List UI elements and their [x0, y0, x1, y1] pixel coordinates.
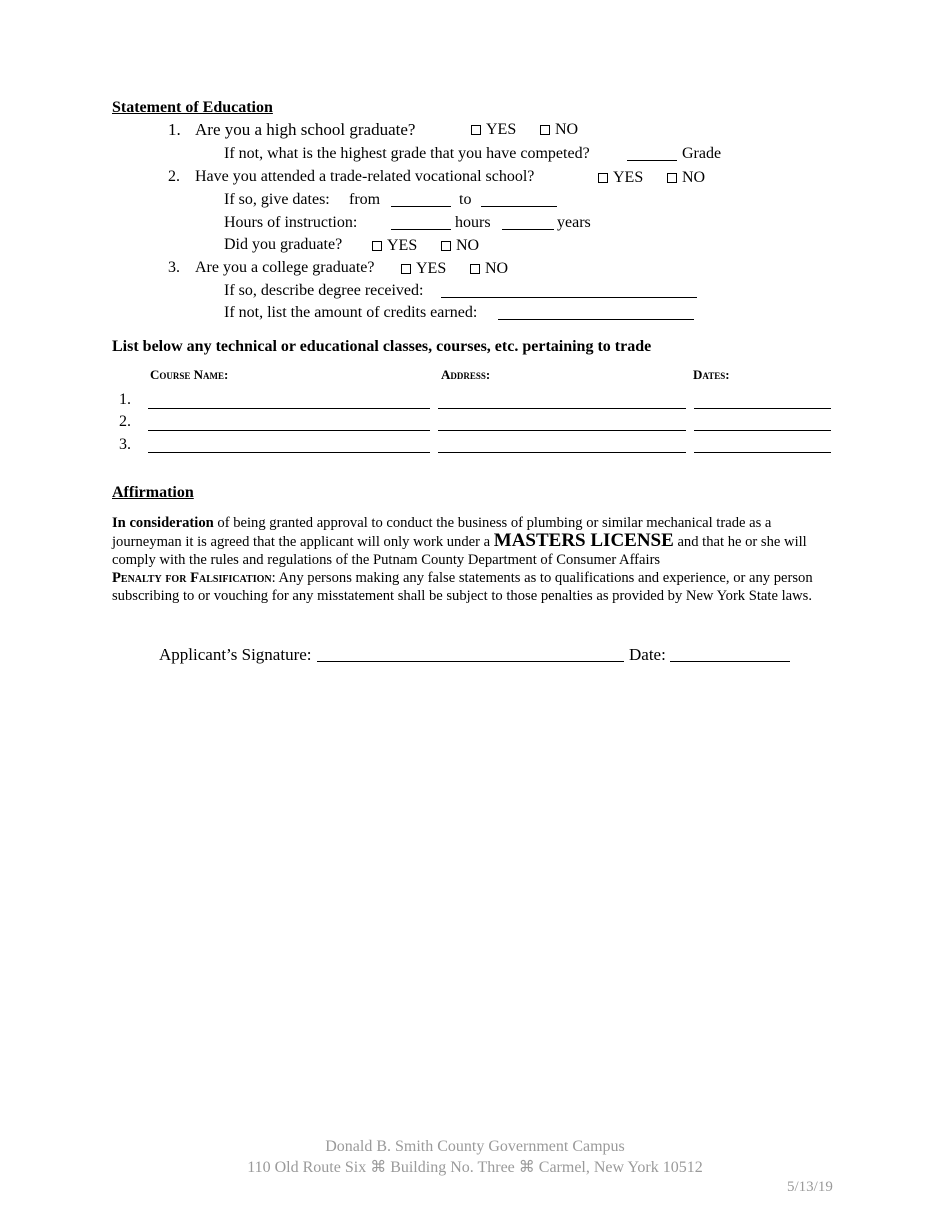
graduate-label: Did you graduate? — [224, 236, 343, 253]
col-course-name: Course Name: — [150, 367, 229, 382]
checkbox-icon — [441, 241, 451, 251]
q1-no-checkbox[interactable]: NO — [540, 121, 578, 139]
question-2-number: 2. — [168, 168, 180, 185]
years-field[interactable] — [502, 215, 554, 230]
from-label: from — [349, 191, 381, 208]
footer-address: 110 Old Route Six ⌘ Building No. Three ⌘ Carmel, New York 10512 — [247, 1159, 703, 1176]
course-row-3-address-field[interactable] — [438, 452, 686, 453]
grade-suffix: Grade — [682, 145, 722, 162]
question-1 — [168, 120, 415, 140]
footer-campus: Donald B. Smith County Government Campus — [325, 1138, 625, 1155]
penalty-label: Penalty for Falsification — [112, 570, 272, 586]
affirmation-body-1: of being granted approval to conduct the business of plumbing or similar mechanical trade as a journeyman it is agreed that the applicant will only work under a — [112, 515, 772, 550]
masters-license: MASTERS LICENSE — [493, 530, 674, 551]
years-unit: years — [557, 214, 591, 231]
affirmation-text — [112, 514, 842, 605]
grad-no-checkbox[interactable]: NO — [441, 237, 479, 255]
date-field[interactable] — [670, 647, 790, 662]
question-1-number: 1. — [168, 120, 181, 139]
course-row-1-dates-field[interactable] — [694, 408, 831, 409]
checkbox-icon — [598, 173, 608, 183]
grad-yes-checkbox[interactable]: YES — [372, 237, 417, 255]
checkbox-icon — [540, 125, 550, 135]
q2-yes-checkbox[interactable]: YES — [598, 169, 643, 187]
credits-field[interactable] — [498, 305, 694, 320]
question-2 — [168, 168, 534, 186]
grade-field[interactable] — [627, 146, 677, 161]
course-row-3-name-field[interactable] — [148, 452, 430, 453]
hours-label: Hours of instruction: — [224, 214, 358, 231]
q3-no-checkbox[interactable]: NO — [470, 260, 508, 278]
courses-heading: List below any technical or educational classes, courses, etc. pertaining to trade — [112, 338, 652, 355]
education-heading: Statement of Education — [112, 99, 273, 116]
signature-label: Applicant’s Signature: — [159, 645, 312, 664]
question-3-text: Are you a college graduate? — [195, 259, 375, 276]
course-row-2-name-field[interactable] — [148, 430, 430, 431]
question-1-text: Are you a high school graduate? — [195, 120, 416, 139]
course-row-1-number: 1. — [119, 391, 131, 408]
col-address: Address: — [441, 367, 491, 382]
question-3 — [168, 259, 374, 277]
hours-unit: hours — [455, 214, 491, 231]
penalty-text: : Any persons making any false statements as to qualifications and experience, or any person subscribing to or vouching for any misstatement shall be subject to those penalties as provided by New York State laws. — [112, 570, 813, 604]
to-label: to — [459, 191, 472, 208]
question-2-text: Have you attended a trade-related vocational school? — [195, 168, 535, 185]
course-row-1-name-field[interactable] — [148, 408, 430, 409]
dates-label: If so, give dates: — [224, 191, 330, 208]
course-row-2-number: 2. — [119, 413, 131, 430]
course-row-2-address-field[interactable] — [438, 430, 686, 431]
checkbox-icon — [401, 264, 411, 274]
from-date-field[interactable] — [391, 192, 451, 207]
q1-sub-label: If not, what is the highest grade that you have competed? — [224, 145, 590, 162]
course-row-2-dates-field[interactable] — [694, 430, 831, 431]
date-label: Date: — [629, 645, 666, 664]
degree-label: If so, describe degree received: — [224, 282, 424, 299]
affirmation-lead: In consideration — [112, 515, 214, 531]
hours-field[interactable] — [391, 215, 451, 230]
q3-yes-checkbox[interactable]: YES — [401, 260, 446, 278]
q1-yes-checkbox[interactable]: YES — [471, 121, 516, 139]
course-row-3-dates-field[interactable] — [694, 452, 831, 453]
credits-label: If not, list the amount of credits earned: — [224, 304, 478, 321]
col-dates: Dates: — [693, 367, 730, 382]
affirmation-body-2: and that he or she will comply with the rules and regulations of the Putnam County Department of Consumer Affairs — [112, 534, 807, 568]
to-date-field[interactable] — [481, 192, 557, 207]
checkbox-icon — [471, 125, 481, 135]
affirmation-heading: Affirmation — [112, 484, 194, 501]
q2-no-checkbox[interactable]: NO — [667, 169, 705, 187]
question-3-number: 3. — [168, 259, 180, 276]
degree-field[interactable] — [441, 283, 697, 298]
course-row-3-number: 3. — [119, 436, 131, 453]
course-row-1-address-field[interactable] — [438, 408, 686, 409]
checkbox-icon — [470, 264, 480, 274]
checkbox-icon — [667, 173, 677, 183]
revision-date: 5/13/19 — [787, 1179, 833, 1195]
checkbox-icon — [372, 241, 382, 251]
signature-field[interactable] — [317, 647, 624, 662]
